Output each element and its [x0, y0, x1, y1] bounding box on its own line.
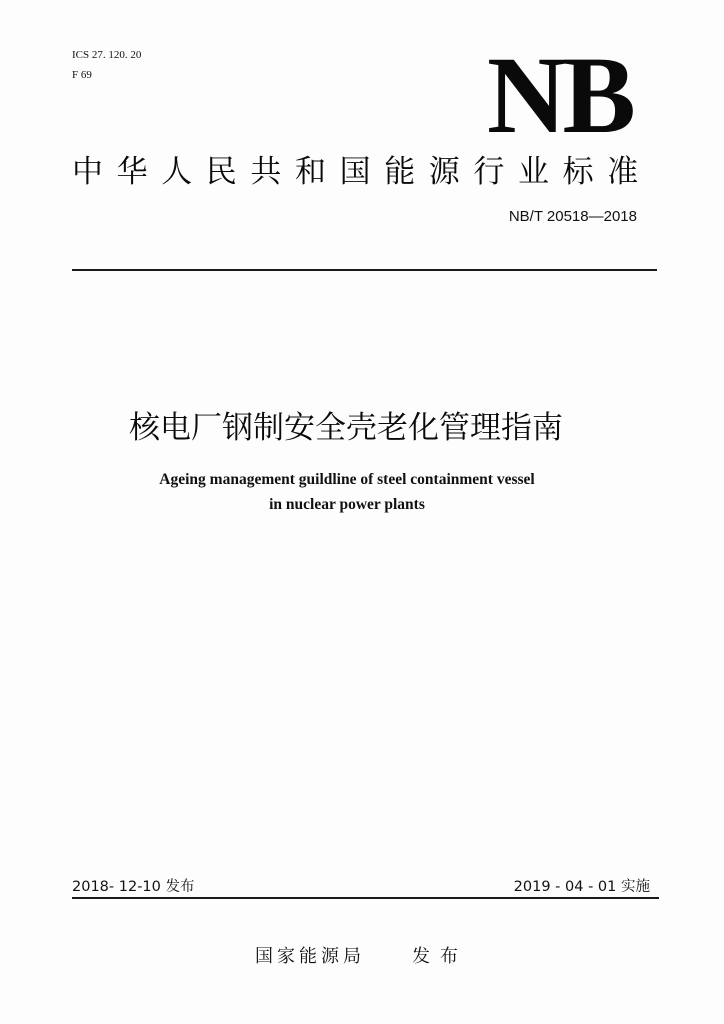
document-title-chinese: 核电厂钢制安全壳老化管理指南	[129, 410, 563, 446]
issue-label: 发布	[412, 946, 468, 967]
document-title-english-line1: Ageing management guildline of steel containment vessel	[159, 471, 535, 488]
top-divider	[72, 269, 657, 271]
standard-number: NB/T 20518—2018	[508, 208, 637, 225]
issuing-authority: 国家能源局	[255, 946, 365, 967]
organization-title: 中华人民共和国能源行业标准	[72, 154, 652, 190]
issue-date: 2018- 12-10 发布	[72, 879, 195, 895]
document-title-english-line2: in nuclear power plants	[269, 496, 425, 513]
ics-code: ICS 27. 120. 20	[72, 49, 142, 61]
bottom-divider	[72, 897, 659, 899]
implementation-date: 2019 - 04 - 01 实施	[513, 879, 650, 895]
nb-logo: NB	[487, 34, 632, 156]
ccs-code: F 69	[72, 69, 92, 81]
